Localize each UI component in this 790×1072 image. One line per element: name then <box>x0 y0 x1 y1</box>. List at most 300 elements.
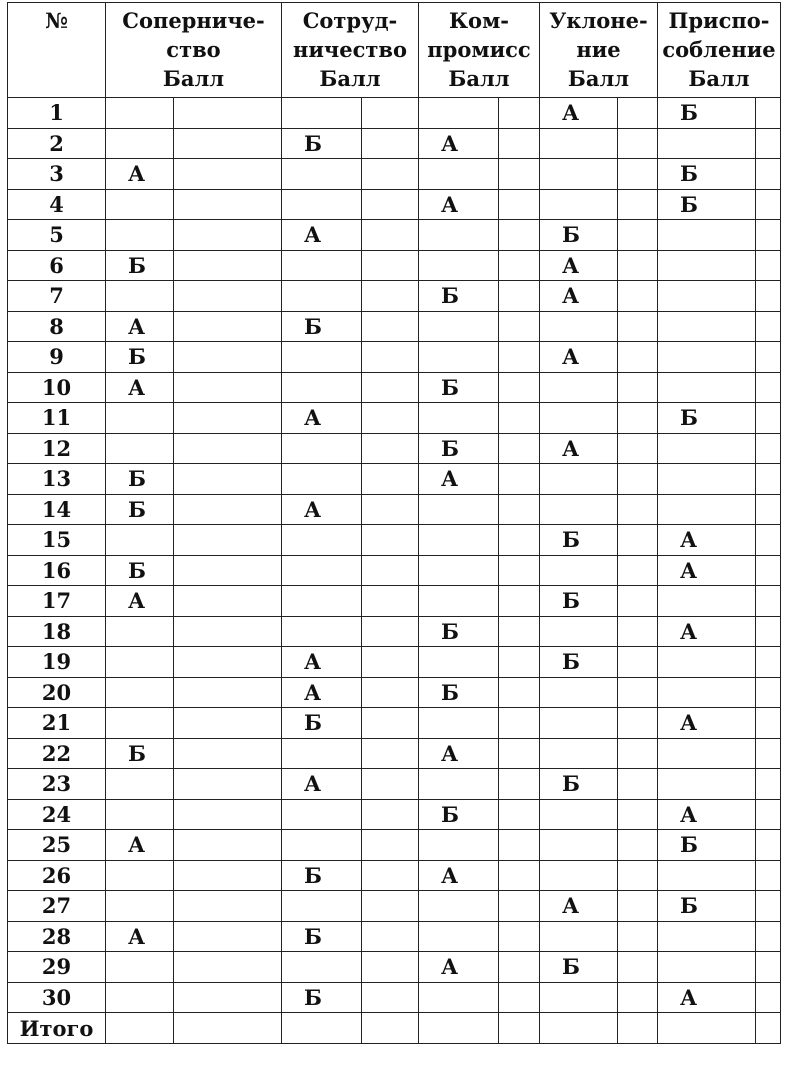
answer-cell <box>282 464 362 495</box>
row-number: 4 <box>8 189 106 220</box>
answer-cell <box>658 464 756 495</box>
score-cell <box>362 189 419 220</box>
score-cell <box>756 525 781 556</box>
score-cell <box>499 677 540 708</box>
score-cell <box>362 525 419 556</box>
table-row <box>8 189 781 220</box>
score-cell <box>362 250 419 281</box>
score-cell <box>499 189 540 220</box>
answer-cell: А <box>106 311 174 342</box>
score-cell <box>756 189 781 220</box>
answer-cell: Б <box>106 555 174 586</box>
table-row <box>8 677 781 708</box>
answer-cell: Б <box>540 647 618 678</box>
score-cell <box>174 464 282 495</box>
answer-cell: Б <box>419 799 499 830</box>
score-cell <box>362 647 419 678</box>
score-cell <box>174 677 282 708</box>
answer-cell <box>658 860 756 891</box>
answer-cell <box>658 586 756 617</box>
answer-cell <box>282 738 362 769</box>
answer-cell <box>419 982 499 1013</box>
row-number: 30 <box>8 982 106 1013</box>
table-row <box>8 860 781 891</box>
score-cell <box>618 952 658 983</box>
answer-cell: Б <box>419 372 499 403</box>
header-line: Ком- <box>448 8 510 33</box>
answer-cell: Б <box>658 98 756 129</box>
row-number: 15 <box>8 525 106 556</box>
answer-cell <box>282 159 362 190</box>
score-cell <box>174 494 282 525</box>
score-cell <box>362 830 419 861</box>
score-cell <box>618 464 658 495</box>
answer-cell <box>106 891 174 922</box>
answer-cell: А <box>658 982 756 1013</box>
answer-cell: А <box>658 708 756 739</box>
answer-cell: А <box>658 555 756 586</box>
score-cell <box>756 464 781 495</box>
row-number: 29 <box>8 952 106 983</box>
answer-cell: А <box>282 647 362 678</box>
total-score-cell <box>174 1013 282 1044</box>
answer-cell <box>540 830 618 861</box>
answer-cell <box>419 769 499 800</box>
score-cell <box>174 738 282 769</box>
row-number: 25 <box>8 830 106 861</box>
answer-cell <box>540 738 618 769</box>
answer-cell <box>106 281 174 312</box>
score-cell <box>756 159 781 190</box>
answer-cell <box>282 250 362 281</box>
answer-cell <box>540 708 618 739</box>
answer-cell: А <box>540 250 618 281</box>
score-cell <box>499 403 540 434</box>
answer-cell <box>658 952 756 983</box>
score-cell <box>618 433 658 464</box>
score-cell <box>362 860 419 891</box>
answer-cell <box>419 342 499 373</box>
row-number: 27 <box>8 891 106 922</box>
row-number: 18 <box>8 616 106 647</box>
score-cell <box>174 555 282 586</box>
table-body <box>8 98 781 1044</box>
score-cell <box>756 616 781 647</box>
answer-cell <box>282 98 362 129</box>
score-cell <box>618 982 658 1013</box>
score-cell <box>362 555 419 586</box>
score-cell <box>499 738 540 769</box>
score-cell <box>756 982 781 1013</box>
score-cell <box>499 98 540 129</box>
table-row <box>8 708 781 739</box>
answer-cell <box>106 433 174 464</box>
header-line: промисс <box>427 37 531 62</box>
row-number: 26 <box>8 860 106 891</box>
header-line: собление <box>662 37 776 62</box>
row-number: 17 <box>8 586 106 617</box>
answer-cell: Б <box>106 494 174 525</box>
score-cell <box>618 830 658 861</box>
score-cell <box>756 860 781 891</box>
header-line: Балл <box>448 66 510 91</box>
answer-cell <box>106 708 174 739</box>
answer-cell <box>419 555 499 586</box>
answer-cell <box>419 921 499 952</box>
score-cell <box>618 647 658 678</box>
answer-cell: Б <box>282 921 362 952</box>
score-cell <box>756 677 781 708</box>
table-row <box>8 494 781 525</box>
row-number: 3 <box>8 159 106 190</box>
header-row <box>8 3 781 98</box>
answer-cell: А <box>540 433 618 464</box>
score-cell <box>756 952 781 983</box>
score-cell <box>618 281 658 312</box>
answer-cell <box>106 769 174 800</box>
score-cell <box>362 403 419 434</box>
score-cell <box>362 982 419 1013</box>
score-cell <box>618 220 658 251</box>
score-cell <box>499 586 540 617</box>
table-row <box>8 891 781 922</box>
score-cell <box>756 403 781 434</box>
table-row <box>8 616 781 647</box>
answer-cell: Б <box>282 128 362 159</box>
answer-cell <box>419 891 499 922</box>
row-number: 2 <box>8 128 106 159</box>
score-cell <box>174 403 282 434</box>
answer-cell <box>419 98 499 129</box>
answer-cell <box>658 647 756 678</box>
score-cell <box>756 494 781 525</box>
answer-cell: А <box>106 921 174 952</box>
answer-cell <box>106 128 174 159</box>
answer-cell: А <box>419 952 499 983</box>
answer-cell <box>106 189 174 220</box>
total-answer-cell <box>419 1013 499 1044</box>
score-cell <box>499 342 540 373</box>
answer-cell <box>282 586 362 617</box>
row-number: 10 <box>8 372 106 403</box>
score-cell <box>618 525 658 556</box>
score-cell <box>499 891 540 922</box>
answer-cell <box>658 494 756 525</box>
score-cell <box>756 342 781 373</box>
score-cell <box>499 708 540 739</box>
score-cell <box>756 433 781 464</box>
score-cell <box>756 98 781 129</box>
answer-cell <box>540 189 618 220</box>
answer-cell <box>106 677 174 708</box>
answer-cell <box>658 128 756 159</box>
answer-cell <box>419 647 499 678</box>
answer-cell <box>419 159 499 190</box>
score-cell <box>174 982 282 1013</box>
answer-cell <box>282 799 362 830</box>
table-row <box>8 159 781 190</box>
score-cell <box>756 372 781 403</box>
score-cell <box>174 98 282 129</box>
answer-cell <box>658 677 756 708</box>
total-row <box>8 1013 781 1044</box>
score-cell <box>499 464 540 495</box>
answer-cell: Б <box>282 982 362 1013</box>
score-cell <box>362 738 419 769</box>
score-cell <box>174 921 282 952</box>
score-cell <box>174 525 282 556</box>
answer-cell: А <box>419 464 499 495</box>
score-cell <box>362 464 419 495</box>
answer-cell <box>419 586 499 617</box>
answer-cell <box>540 982 618 1013</box>
answer-cell: А <box>540 281 618 312</box>
score-cell <box>174 891 282 922</box>
answer-cell <box>658 372 756 403</box>
row-number: 13 <box>8 464 106 495</box>
answer-cell <box>106 860 174 891</box>
score-cell <box>174 250 282 281</box>
score-cell <box>499 159 540 190</box>
answer-cell <box>282 616 362 647</box>
answer-cell: А <box>419 189 499 220</box>
score-cell <box>174 860 282 891</box>
answer-cell: А <box>106 372 174 403</box>
row-number: 7 <box>8 281 106 312</box>
score-cell <box>174 159 282 190</box>
answer-cell: Б <box>540 586 618 617</box>
row-number: 5 <box>8 220 106 251</box>
answer-cell <box>282 342 362 373</box>
score-cell <box>174 616 282 647</box>
answer-cell: Б <box>540 769 618 800</box>
row-number: 20 <box>8 677 106 708</box>
row-number: 23 <box>8 769 106 800</box>
table-row <box>8 769 781 800</box>
answer-cell: А <box>419 738 499 769</box>
score-cell <box>362 586 419 617</box>
answer-cell <box>282 433 362 464</box>
answer-cell <box>658 220 756 251</box>
answer-cell: А <box>282 494 362 525</box>
answer-cell: А <box>419 860 499 891</box>
score-cell <box>618 494 658 525</box>
answer-cell: Б <box>658 403 756 434</box>
table-row <box>8 555 781 586</box>
table-row <box>8 952 781 983</box>
row-number: 14 <box>8 494 106 525</box>
score-cell <box>174 586 282 617</box>
table-row <box>8 830 781 861</box>
score-cell <box>362 220 419 251</box>
score-cell <box>756 738 781 769</box>
header-line: Балл <box>319 66 381 91</box>
score-cell <box>499 128 540 159</box>
score-cell <box>174 799 282 830</box>
answer-cell: А <box>658 525 756 556</box>
score-cell <box>174 128 282 159</box>
answer-cell: А <box>282 769 362 800</box>
score-cell <box>756 311 781 342</box>
score-cell <box>174 708 282 739</box>
answer-cell <box>282 830 362 861</box>
score-cell <box>756 220 781 251</box>
answer-cell: А <box>106 586 174 617</box>
score-cell <box>174 647 282 678</box>
answer-cell <box>540 494 618 525</box>
total-label: Итого <box>8 1013 106 1044</box>
answer-cell <box>282 372 362 403</box>
answer-cell: Б <box>282 311 362 342</box>
header-line: Балл <box>688 66 750 91</box>
answer-cell <box>540 799 618 830</box>
score-cell <box>618 98 658 129</box>
row-number: 9 <box>8 342 106 373</box>
answer-key-table <box>7 2 781 1044</box>
score-cell <box>756 647 781 678</box>
score-cell <box>756 128 781 159</box>
score-cell <box>756 921 781 952</box>
answer-cell: А <box>658 799 756 830</box>
answer-cell <box>106 220 174 251</box>
score-cell <box>499 616 540 647</box>
answer-cell <box>540 860 618 891</box>
answer-cell <box>106 952 174 983</box>
answer-cell: А <box>282 677 362 708</box>
table-row <box>8 98 781 129</box>
score-cell <box>174 372 282 403</box>
row-number: 6 <box>8 250 106 281</box>
score-cell <box>618 189 658 220</box>
row-number: 19 <box>8 647 106 678</box>
table-row <box>8 647 781 678</box>
answer-cell: А <box>282 403 362 434</box>
table-row <box>8 403 781 434</box>
answer-cell <box>540 128 618 159</box>
table-row <box>8 738 781 769</box>
score-cell <box>756 555 781 586</box>
score-cell <box>618 555 658 586</box>
row-number: 16 <box>8 555 106 586</box>
score-cell <box>174 769 282 800</box>
total-answer-cell <box>658 1013 756 1044</box>
score-cell <box>618 250 658 281</box>
answer-cell: А <box>419 128 499 159</box>
score-cell <box>362 677 419 708</box>
row-number: 28 <box>8 921 106 952</box>
score-cell <box>174 342 282 373</box>
table-row <box>8 433 781 464</box>
row-number: 11 <box>8 403 106 434</box>
answer-cell <box>282 891 362 922</box>
score-cell <box>362 128 419 159</box>
answer-cell <box>419 494 499 525</box>
score-cell <box>756 769 781 800</box>
answer-cell <box>282 952 362 983</box>
score-cell <box>756 281 781 312</box>
header-line: Сотруд- <box>302 8 398 33</box>
answer-cell <box>282 189 362 220</box>
score-cell <box>174 830 282 861</box>
total-answer-cell <box>540 1013 618 1044</box>
answer-cell <box>419 830 499 861</box>
score-cell <box>618 128 658 159</box>
score-cell <box>618 586 658 617</box>
total-score-cell <box>756 1013 781 1044</box>
table-row <box>8 250 781 281</box>
answer-cell: Б <box>282 708 362 739</box>
score-cell <box>618 708 658 739</box>
score-cell <box>174 311 282 342</box>
score-cell <box>362 494 419 525</box>
header-number: № <box>8 3 106 98</box>
table-row <box>8 799 781 830</box>
score-cell <box>499 555 540 586</box>
score-cell <box>756 250 781 281</box>
score-cell <box>499 830 540 861</box>
answer-cell <box>658 738 756 769</box>
header-line: ство <box>166 37 221 62</box>
header-accommodation <box>658 3 781 98</box>
table-row <box>8 281 781 312</box>
answer-cell <box>540 555 618 586</box>
answer-cell <box>282 525 362 556</box>
table-row <box>8 311 781 342</box>
header-rivalry <box>106 3 282 98</box>
answer-cell: Б <box>106 738 174 769</box>
answer-cell <box>106 98 174 129</box>
answer-cell: Б <box>106 342 174 373</box>
answer-cell: Б <box>419 677 499 708</box>
header-line: Балл <box>567 66 630 91</box>
answer-cell <box>419 525 499 556</box>
answer-cell <box>540 616 618 647</box>
score-cell <box>362 708 419 739</box>
score-cell <box>499 647 540 678</box>
header-avoidance <box>540 3 658 98</box>
score-cell <box>499 494 540 525</box>
answer-cell <box>658 342 756 373</box>
answer-cell: Б <box>419 616 499 647</box>
score-cell <box>499 525 540 556</box>
answer-cell <box>540 677 618 708</box>
answer-cell <box>658 311 756 342</box>
score-cell <box>499 433 540 464</box>
score-cell <box>174 189 282 220</box>
score-cell <box>174 281 282 312</box>
score-cell <box>174 433 282 464</box>
score-cell <box>362 769 419 800</box>
score-cell <box>756 891 781 922</box>
answer-cell <box>419 311 499 342</box>
row-number: 21 <box>8 708 106 739</box>
score-cell <box>499 281 540 312</box>
answer-cell <box>540 159 618 190</box>
header-line: ние <box>576 37 621 62</box>
answer-cell <box>658 250 756 281</box>
answer-cell <box>419 220 499 251</box>
table-row <box>8 342 781 373</box>
answer-cell: А <box>540 98 618 129</box>
score-cell <box>618 372 658 403</box>
answer-cell <box>658 921 756 952</box>
score-cell <box>499 860 540 891</box>
row-number: 1 <box>8 98 106 129</box>
score-cell <box>499 220 540 251</box>
answer-cell <box>106 982 174 1013</box>
answer-cell: Б <box>419 433 499 464</box>
answer-cell: Б <box>658 891 756 922</box>
